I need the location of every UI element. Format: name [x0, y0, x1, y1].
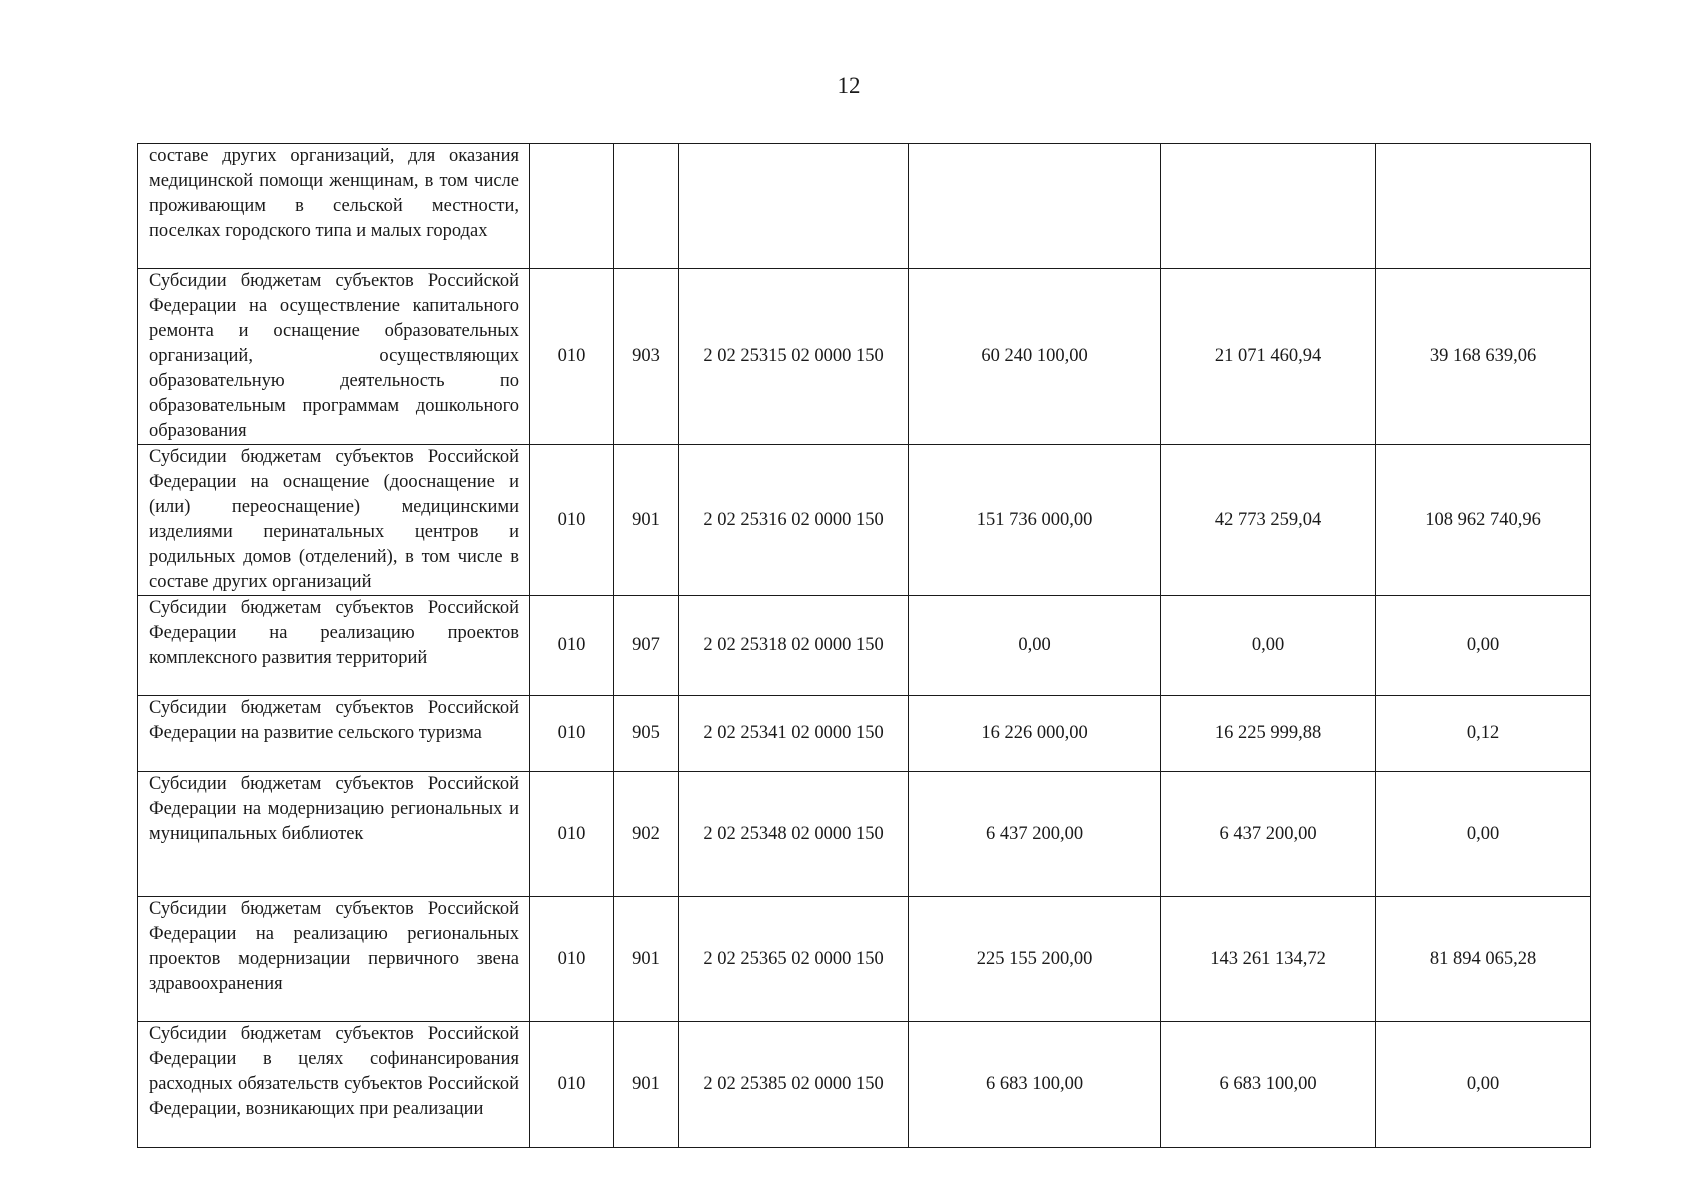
row-description: Субсидии бюджетам субъектов Российской Федерации на развитие сельского туризма — [138, 696, 530, 772]
row-col2: 907 — [614, 596, 679, 696]
row-col2: 901 — [614, 445, 679, 596]
row-amount1: 225 155 200,00 — [909, 897, 1161, 1022]
table-row — [138, 772, 1591, 897]
row-description: Субсидии бюджетам субъектов Российской Федерации на реализацию региональных проектов модернизации первичного звена здравоохранения — [138, 897, 530, 1022]
row-col2: 901 — [614, 1022, 679, 1148]
row-col1: 010 — [530, 897, 614, 1022]
row-amount3: 0,00 — [1376, 1022, 1591, 1148]
row-amount2: 16 225 999,88 — [1161, 696, 1376, 772]
row-description: Субсидии бюджетам субъектов Российской Федерации на осуществление капитального ремонта и оснащение образовательных организаций, осуществляющих образовательную деятельность по образовательным программам дошкольного образования — [138, 269, 530, 445]
row-code: 2 02 25341 02 0000 150 — [679, 696, 909, 772]
row-amount3: 0,00 — [1376, 772, 1591, 897]
row-col1: 010 — [530, 1022, 614, 1148]
table-row — [138, 696, 1591, 772]
row-code: 2 02 25316 02 0000 150 — [679, 445, 909, 596]
row-amount2: 143 261 134,72 — [1161, 897, 1376, 1022]
row-amount3: 108 962 740,96 — [1376, 445, 1591, 596]
row-amount2 — [1161, 144, 1376, 269]
row-description: составе других организаций, для оказания медицинской помощи женщинам, в том числе проживающим в сельской местности, поселках городского типа и малых городах — [138, 144, 530, 269]
row-col1: 010 — [530, 269, 614, 445]
row-description: Субсидии бюджетам субъектов Российской Федерации в целях софинансирования расходных обязательств субъектов Российской Федерации, возникающих при реализации — [138, 1022, 530, 1148]
row-amount2: 6 437 200,00 — [1161, 772, 1376, 897]
row-code — [679, 144, 909, 269]
row-description: Субсидии бюджетам субъектов Российской Федерации на модернизацию региональных и муниципальных библиотек — [138, 772, 530, 897]
row-code: 2 02 25348 02 0000 150 — [679, 772, 909, 897]
row-amount2: 0,00 — [1161, 596, 1376, 696]
row-amount1 — [909, 144, 1161, 269]
row-code: 2 02 25365 02 0000 150 — [679, 897, 909, 1022]
row-amount2: 21 071 460,94 — [1161, 269, 1376, 445]
row-amount1: 0,00 — [909, 596, 1161, 696]
row-amount3 — [1376, 144, 1591, 269]
table-row — [138, 596, 1591, 696]
row-amount1: 6 437 200,00 — [909, 772, 1161, 897]
table-row — [138, 144, 1591, 269]
row-col1: 010 — [530, 445, 614, 596]
row-amount2: 42 773 259,04 — [1161, 445, 1376, 596]
row-amount3: 81 894 065,28 — [1376, 897, 1591, 1022]
row-amount1: 6 683 100,00 — [909, 1022, 1161, 1148]
row-amount3: 0,00 — [1376, 596, 1591, 696]
row-amount1: 151 736 000,00 — [909, 445, 1161, 596]
row-amount3: 0,12 — [1376, 696, 1591, 772]
table-row — [138, 269, 1591, 445]
row-code: 2 02 25385 02 0000 150 — [679, 1022, 909, 1148]
row-col2 — [614, 144, 679, 269]
row-col1: 010 — [530, 596, 614, 696]
row-amount3: 39 168 639,06 — [1376, 269, 1591, 445]
row-col2: 903 — [614, 269, 679, 445]
row-description: Субсидии бюджетам субъектов Российской Федерации на оснащение (дооснащение и (или) переоснащение) медицинскими изделиями перинатальных центров и родильных домов (отделений), в том числе в составе других организаций — [138, 445, 530, 596]
row-col1: 010 — [530, 696, 614, 772]
table-row — [138, 897, 1591, 1022]
row-col2: 901 — [614, 897, 679, 1022]
row-col2: 905 — [614, 696, 679, 772]
row-description: Субсидии бюджетам субъектов Российской Федерации на реализацию проектов комплексного развития территорий — [138, 596, 530, 696]
table-row — [138, 1022, 1591, 1148]
budget-table — [137, 143, 1591, 1148]
row-col1: 010 — [530, 772, 614, 897]
row-col1 — [530, 144, 614, 269]
row-code: 2 02 25315 02 0000 150 — [679, 269, 909, 445]
row-code: 2 02 25318 02 0000 150 — [679, 596, 909, 696]
row-amount1: 60 240 100,00 — [909, 269, 1161, 445]
row-amount1: 16 226 000,00 — [909, 696, 1161, 772]
row-col2: 902 — [614, 772, 679, 897]
table-row — [138, 445, 1591, 596]
row-amount2: 6 683 100,00 — [1161, 1022, 1376, 1148]
page-number: 12 — [837, 73, 861, 98]
